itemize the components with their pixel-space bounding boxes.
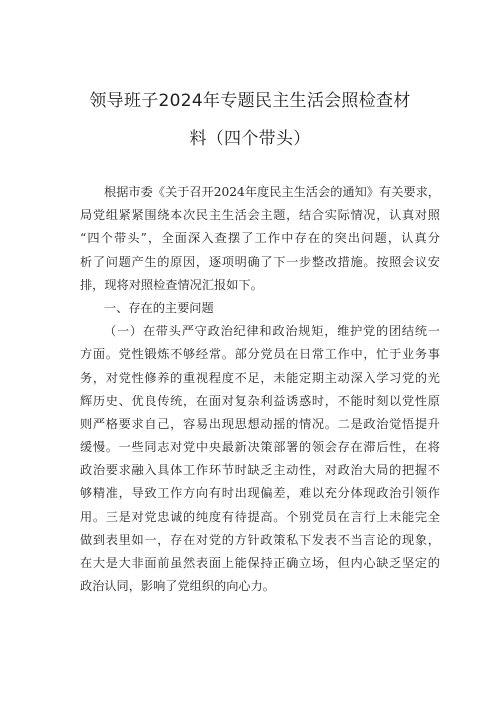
paragraph-line: 政治认同，影响了党组织的向心力。 [80,579,275,594]
paragraph-line: “四个带头”，全面深入查摆了工作中存在的突出问题，认真分 [80,231,440,246]
paragraph-line: 缓慢。一些同志对党中央最新决策部署的领会存在滞后性，在将 [80,440,440,455]
paragraph-line: 在大是大非面前虽然表面上能保持正确立场，但内心缺乏坚定的 [80,556,440,570]
section-heading: 一、存在的主要问题 [104,300,214,315]
paragraph-line: （一）在带头严守政治纪律和政治规矩，维护党的团结统一 [104,324,440,339]
document-title-line-2: 料（四个带头） [189,129,311,149]
paragraph-line: 则严格要求自己，容易出现思想动摇的情况。二是政治觉悟提升 [80,416,440,431]
document-title-line-1: 领导班子2024年专题民主生活会照检查材 [89,91,411,111]
paragraph-line: 政治要求融入具体工作环节时缺乏主动性，对政治大局的把握不 [80,463,440,478]
paragraph-line: 做到表里如一，存在对党的方针政策私下发表不当言论的现象， [80,532,440,547]
document-body [80,181,440,598]
paragraph-line: 局党组紧紧围绕本次民主生活会主题，结合实际情况，认真对照 [80,208,440,223]
paragraph-line: 方面。党性锻炼不够经常。部分党员在日常工作中，忙于业务事 [80,347,440,362]
paragraph-line: 排，现将对照检查情况汇报如下。 [80,277,263,292]
paragraph-line: 够精准，导致工作方向有时出现偏差，难以充分体现政治引领作 [80,486,440,501]
paragraph-line: 用。三是对党忠诚的纯度有待提高。个别党员在言行上未能完全 [80,509,440,524]
paragraph-line: 根据市委《关于召开2024年度民主生活会的通知》有关要求， [104,185,440,199]
paragraph-line: 辉历史、优良传统，在面对复杂利益诱惑时，不能时刻以党性原 [80,393,440,408]
paragraph-line: 析了问题产生的原因，逐项明确了下一步整改措施。按照会议安 [80,254,440,269]
paragraph-line: 务，对党性修养的重视程度不足，未能定期主动深入学习党的光 [80,370,440,385]
